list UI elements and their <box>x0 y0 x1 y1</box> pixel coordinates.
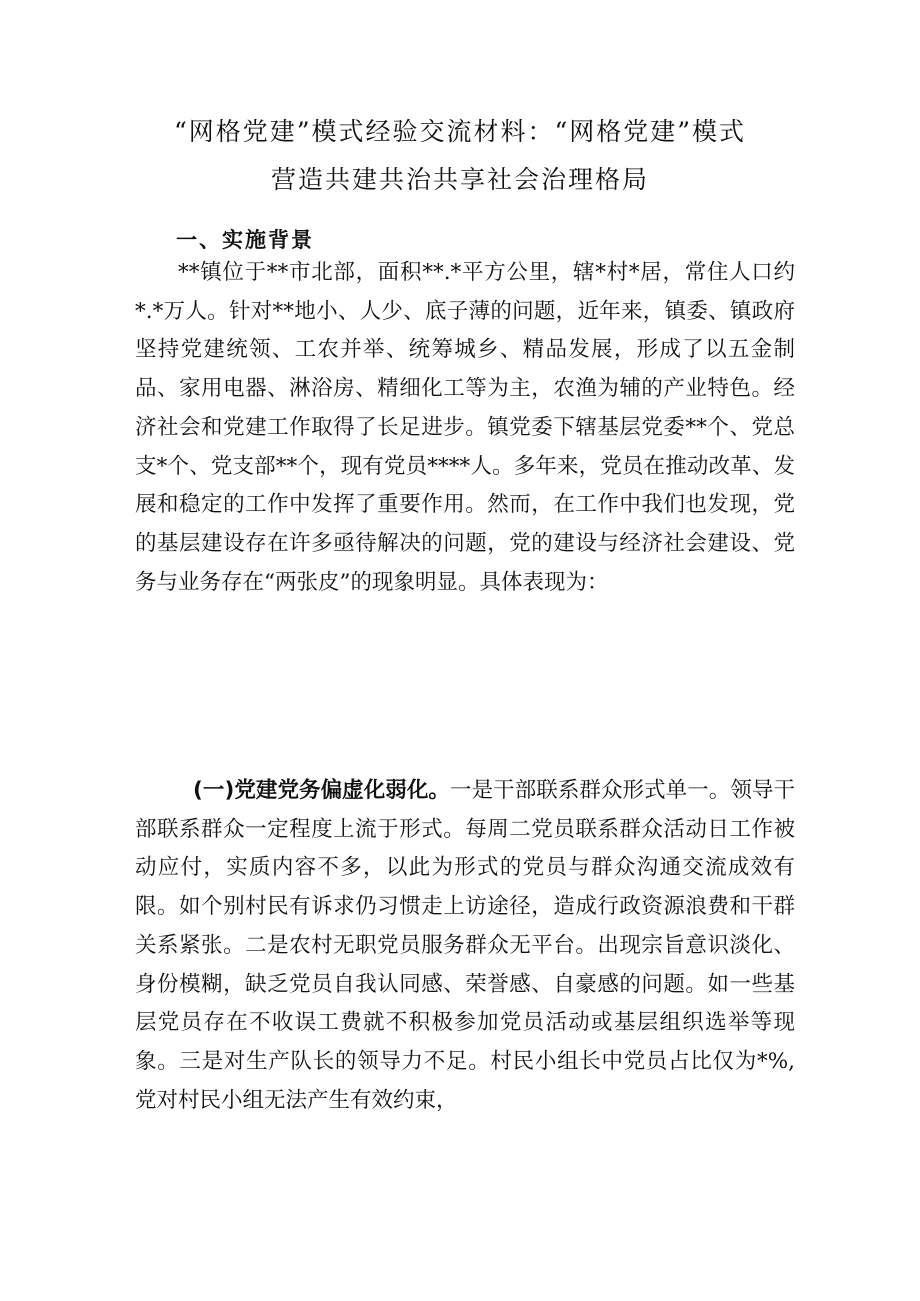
paragraph-party-building-weakness <box>135 772 795 1120</box>
paragraph-background: **镇位于**市北部，面积**.*平方公里，辖*村*居，常住人口约*.*万人。针对**地小、人少、底子薄的问题，近年来，镇委、镇政府坚持党建统领、工农并举、统筹城乡、精品发展，形成了以五金制品、家用电器、淋浴房、精细化工等为主，农渔为辅的产业特色。经济社会和党建工作取得了长足进步。镇党委下辖基层党委**个、党总支*个、党支部**个，现有党员****人。多年来，党员在推动改革、发展和稳定的工作中发挥了重要作用。然而，在工作中我们也发现，党的基层建设存在许多亟待解决的问题，党的建设与经济社会建设、党务与业务存在“两张皮”的现象明显。具体表现为： <box>135 260 795 595</box>
document-title-line2: 营造共建共治共享社会治理格局 <box>270 165 649 194</box>
document-title-line1: “网格党建”模式经验交流材料：“网格党建”模式 <box>173 117 747 146</box>
paragraph-body: 一是干部联系群众形式单一。领导干部联系群众一定程度上流于形式。每周二党员联系群众活动日工作被动应付，实质内容不多，以此为形式的党员与群众沟通交流成效有限。如个别村民有诉求仍习惯走上访途径，造成行政资源浪费和干群关系紧张。二是农村无职党员服务群众无平台。出现宗旨意识淡化、身份模糊，缺乏党员自我认同感、荣誉感、自豪感的问题。如一些基层党员存在不收误工费就不积极参加党员活动或基层组织选举等现象。三是对生产队长的领导力不足。村民小组长中党员占比仅为*%,党对村民小组无法产生有效约束， <box>135 778 795 1113</box>
section-heading-background: 一、实施背景 <box>176 228 314 252</box>
subsection-heading: (一)党建党务偏虚化弱化。 <box>193 778 451 803</box>
